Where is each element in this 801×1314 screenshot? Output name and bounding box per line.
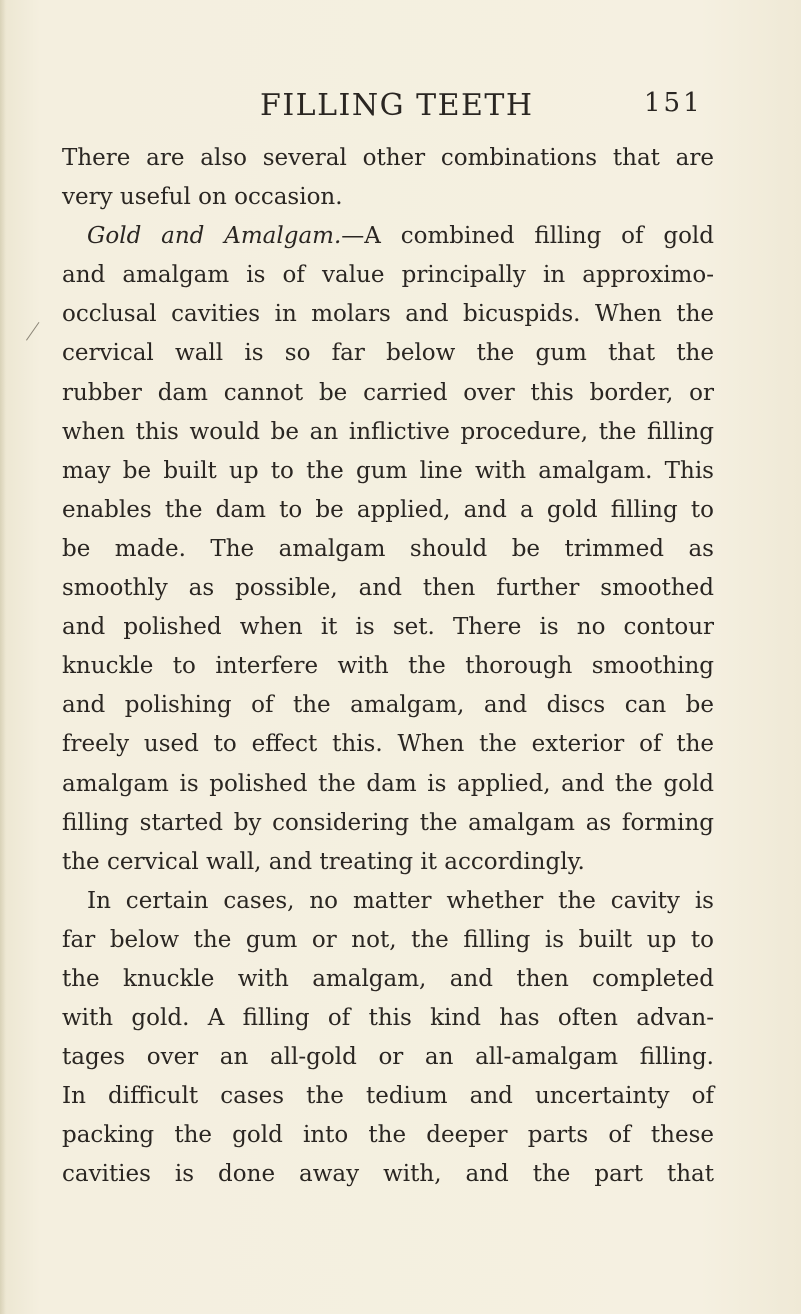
text-line-16: freely used to effect this. When the exterior of the (62, 731, 714, 758)
body-text (62, 139, 714, 1195)
page-number: 151 (644, 88, 703, 118)
text-line-1: There are also several other combinations that are (62, 145, 714, 171)
text-line-19: the cervical wall, and treating it accordingly. (62, 848, 585, 875)
text-line-23: with gold. A filling of this kind has often advan- (62, 1005, 714, 1032)
text-line-14: knuckle to interfere with the thorough smoothing (62, 653, 714, 680)
text-line-22: the knuckle with amalgam, and then completed (62, 965, 714, 992)
text-line-26: packing the gold into the deeper parts of these (62, 1122, 714, 1149)
text-line-24: tages over an all-gold or an all-amalgam filling. (62, 1044, 714, 1071)
margin-pencil-mark (26, 322, 39, 341)
text-line-18: filling started by considering the amalgam as forming (62, 809, 714, 836)
text-line-20: In certain cases, no matter whether the cavity is (87, 887, 714, 914)
text-line-9: may be built up to the gum line with amalgam. This (62, 457, 714, 484)
text-line-13: and polished when it is set. There is no contour (62, 614, 714, 641)
text-line-10: enables the dam to be applied, and a gold filling to (62, 496, 714, 523)
text-line-6: cervical wall is so far below the gum that the (62, 340, 714, 367)
text-line-5: occlusal cavities in molars and bicuspids. When the (62, 301, 714, 328)
text-line-8: when this would be an inflictive procedure, the filling (62, 418, 714, 445)
page-header (0, 88, 801, 128)
section-heading-gold-and-amalgam: Gold and Amalgam. (87, 223, 342, 250)
text-line-7: rubber dam cannot be carried over this border, or (62, 379, 714, 406)
text-line-17: amalgam is polished the dam is applied, and the gold (62, 770, 714, 797)
running-title: FILLING TEETH (260, 88, 534, 123)
text-line-21: far below the gum or not, the filling is built up to (62, 926, 714, 953)
text-line-25: In difficult cases the tedium and uncertainty of (62, 1083, 714, 1110)
text-line-27: cavities is done away with, and the part that (62, 1161, 714, 1188)
text-line-12: smoothly as possible, and then further smoothed (62, 575, 714, 602)
text-line-3 (62, 217, 714, 256)
page-gutter-shadow (0, 0, 6, 1314)
text-line-2: very useful on occasion. (62, 184, 343, 211)
text-line-11: be made. The amalgam should be trimmed as (62, 535, 714, 562)
text-line-15: and polishing of the amalgam, and discs can be (62, 692, 714, 719)
text-line-4: and amalgam is of value principally in approximo- (62, 262, 714, 289)
section-heading-continuation: —A combined filling of gold (341, 223, 715, 250)
